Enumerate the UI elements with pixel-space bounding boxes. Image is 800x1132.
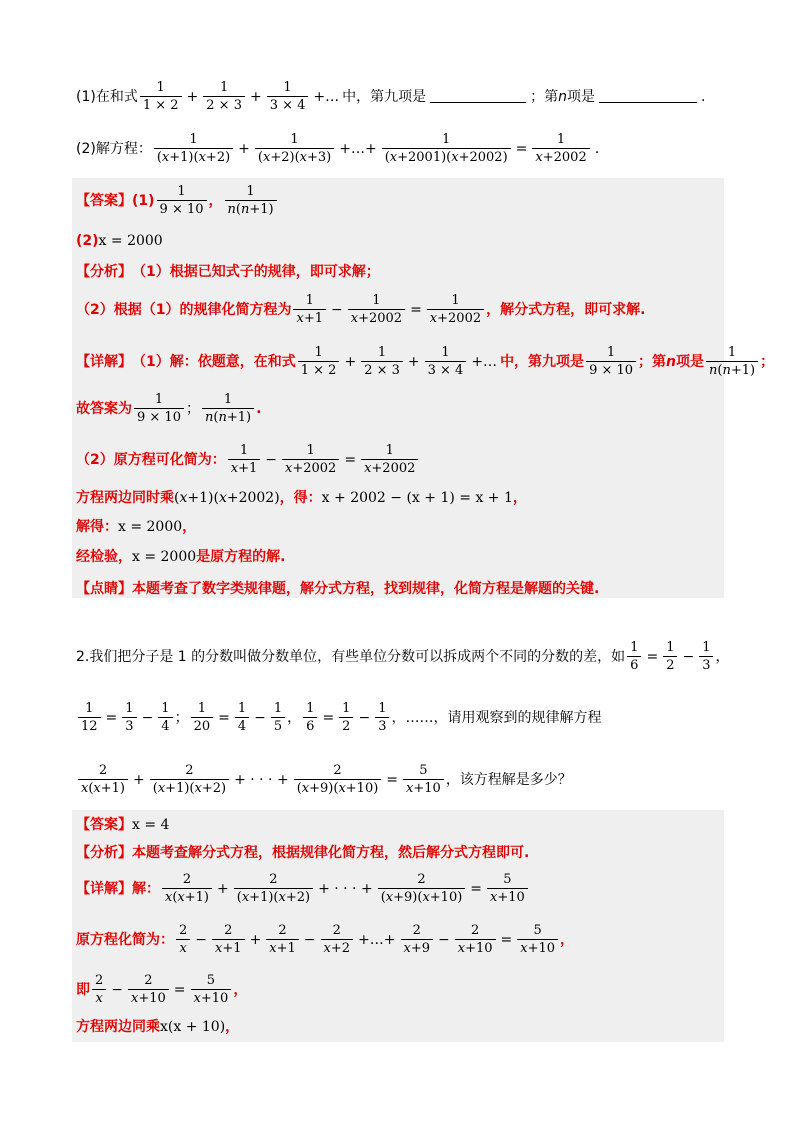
fraction: 1 9 × 10 <box>586 345 636 378</box>
detail-text5-prefix: 经检验， <box>76 549 132 565</box>
detail-text4-end: ， <box>225 1019 240 1035</box>
detail-text3-equation: x + 2002 − (x + 1) = x + 1 <box>321 490 513 506</box>
fraction: $\frac{1}{6}$ <box>303 701 317 734</box>
fraction: 1 9 × 10 <box>157 184 207 217</box>
detail-text2-end: ， <box>560 931 575 948</box>
detail-text1-end: ； <box>760 353 775 370</box>
detail-answer-end: . <box>256 400 262 417</box>
q2-line2-tail: ，……，请用观察到的规律解方程 <box>391 709 602 726</box>
q1-analysis2-line: （2）根据（1）的规律化简方程为 1 x+1 − $\frac{1}{x+2002}$ = $\frac{1}{x+2002}$ ，解分式方程，即可求解. <box>76 293 646 326</box>
detail-text1-tail: 项是 <box>676 353 705 370</box>
fraction: $\frac{2}{(x+9)(x+10)}$ <box>378 872 466 905</box>
q2-equation-line: 2 x(x+1) + $\frac{2}{(x+1)(x+2)}$ + · · · + $\frac{2}{(x+9)(x+10)}$ = $\frac{5}{x+10}$ ，该方程解是多少？ <box>76 763 572 796</box>
fraction: $\frac{1}{(x+2001)(x+2002)}$ <box>382 132 511 165</box>
fraction: $\frac{2}{(x+9)(x+10)}$ <box>294 763 382 796</box>
q1-answer2-line <box>76 234 163 248</box>
detail-text1-prefix: （1）解：依题意，在和式 <box>132 353 296 370</box>
variable-n: n <box>666 353 677 370</box>
fraction: 1 n(n+1) <box>706 345 758 378</box>
detail-text1-sep: ；第 <box>638 353 667 370</box>
analysis-text2-suffix: ，解分式方程，即可求解. <box>486 301 646 318</box>
q1-analysis-line <box>76 265 380 279</box>
q1-detail-answer-line <box>76 392 261 425</box>
fraction: $\frac{5}{x+10}$ <box>403 763 444 796</box>
q1-detail-line: 【详解】 （1）解：依题意，在和式 1 1 × 2 + $\frac{1}{2 \times 3}$ + $\frac{1}{3 \times 4}$ +… 中，第九项是 1 9 × 10 ；第 n 项是 1 n(n+1) ； <box>76 345 775 378</box>
fraction: $\frac{1}{5}$ <box>271 701 285 734</box>
q1-answer-line <box>76 184 279 217</box>
fraction: 2 x <box>92 973 106 1006</box>
fraction: 1 x+1 <box>293 293 326 326</box>
fraction: $\frac{1}{12}$ <box>78 701 101 734</box>
variable-n: n <box>558 88 568 105</box>
analysis-label: 【分析】 <box>76 845 132 861</box>
detail-text1-mid: 中，第九项是 <box>500 353 585 370</box>
detail-text4-end: ， <box>182 519 197 535</box>
comment-text: 本题考查了数字类规律题，解分式方程，找到规律，化简方程是解题的关键. <box>132 581 600 597</box>
analysis-text2-prefix: （2）根据（1）的规律化简方程为 <box>76 301 292 318</box>
fraction: $\frac{2}{x+10}$ <box>128 973 169 1006</box>
fraction: 2 x <box>176 923 190 956</box>
detail-text2-prefix: 原方程化简为： <box>76 931 174 948</box>
q1-solution-box <box>72 178 724 598</box>
answer-part2-label: (2) <box>76 233 99 249</box>
detail-text3-end: ， <box>512 490 527 506</box>
analysis-label: 【分析】 <box>76 264 132 280</box>
fraction: $\frac{1}{x+2002}$ <box>532 132 589 165</box>
q1-detail2-line: （2）原方程可化简为： 1 x+1 − $\frac{1}{x+2002}$ = $\frac{1}{x+2002}$ <box>76 443 420 476</box>
detail-text4-prefix: 解得： <box>76 519 118 535</box>
detail-text4-prefix: 方程两边同乘 <box>76 1019 160 1035</box>
fraction: 1 x+1 <box>228 443 261 476</box>
q2-detail3-line: 即 2 x − $\frac{2}{x+10}$ = $\frac{5}{x+10}$ ， <box>76 973 248 1006</box>
fraction: 2 x(x+1) <box>162 872 212 905</box>
detail-answer-sep: ； <box>185 400 200 417</box>
answer2-equation: x = 2000 <box>98 233 163 249</box>
fraction: $\frac{1}{3}$ <box>699 640 713 673</box>
fraction: $\frac{2}{x+2}$ <box>321 923 354 956</box>
q1-part1-line: (1)在和式 1 1 × 2 + $\frac{1}{2 \times 3}$ + $\frac{1}{3 \times 4}$ +… 中，第九项是 ；第 n 项是 . <box>76 80 706 113</box>
q2-intro-end: ， <box>715 648 730 665</box>
q2-line3-tail: ，该方程解是多少？ <box>445 771 572 788</box>
fraction: $\frac{1}{2}$ <box>339 701 353 734</box>
detail-text1-prefix: 解： <box>132 880 160 897</box>
fraction: 2 x(x+1) <box>78 763 128 796</box>
fraction: $\frac{5}{x+10}$ <box>517 923 558 956</box>
fraction: 1 1 × 2 <box>298 345 340 378</box>
q1-part1-prefix: (1)在和式 <box>76 88 138 105</box>
analysis-text: （1）根据已知式子的规律，即可求解； <box>132 264 380 280</box>
detail-text3-prefix: 即 <box>76 981 90 998</box>
fraction: 1 (x+1)(x+2) <box>154 132 233 165</box>
fraction: $\frac{5}{x+10}$ <box>191 973 232 1006</box>
q2-examples-line: $\frac{1}{12}$ = $\frac{1}{3}$ − $\frac{1}{4}$ ； $\frac{1}{20}$ = $\frac{1}{4}$ − $\frac{1}{5}$ ， $\frac{1}{6}$ = $\frac{1}{2}$ − $\frac{1}{3}$ ，……，请用观察到的规律解方程 <box>76 701 601 734</box>
fraction: $\frac{2}{(x+1)(x+2)}$ <box>234 872 313 905</box>
fraction: 1 n(n+1) <box>225 184 277 217</box>
detail-text3-end: ， <box>233 981 248 998</box>
detail-text3-mid: ，得： <box>279 490 322 506</box>
q2-detail2-line: 原方程化简为： 2 x − $\frac{2}{x+1}$ + $\frac{2}{x+1}$ − $\frac{2}{x+2}$ +…+ $\frac{2}{x+9}$ − $\frac{2}{x+10}$ = $\frac{5}{x+10}$ ， <box>76 923 575 956</box>
q2-detail4-line <box>76 1020 239 1034</box>
answer-blank[interactable] <box>430 90 526 103</box>
q1-part1-mid: 中，第九项是 <box>342 88 427 105</box>
detail-text4-equation: x = 2000 <box>118 519 183 535</box>
q2-intro-line: 2.我们把分子是 1 的分数叫做分数单位，有些单位分数可以拆成两个不同的分数的差，如 $\frac{1}{6}$ = $\frac{1}{2}$ − $\frac{1}{3}$ ， <box>76 640 730 673</box>
fraction: $\frac{1}{3}$ <box>375 701 389 734</box>
fraction: $\frac{1}{3}$ <box>122 701 136 734</box>
fraction: $\frac{1}{6}$ <box>627 640 641 673</box>
q2-answer-equation: x = 4 <box>132 817 170 833</box>
q1-part1-tail: 项是 <box>567 88 596 105</box>
fraction: 1 n(n+1) <box>202 392 254 425</box>
comment-label: 【点睛】 <box>76 581 132 597</box>
answer-label: 【答案】 <box>76 817 132 833</box>
q1-part1-sep: ；第 <box>530 88 559 105</box>
fraction: $\frac{5}{x+10}$ <box>487 872 528 905</box>
q2-answer-line <box>76 818 169 832</box>
answer-sep: ， <box>208 192 223 209</box>
fraction: $\frac{1}{x+2002}$ <box>361 443 418 476</box>
fraction: 1 9 × 10 <box>134 392 184 425</box>
fraction: $\frac{1}{4}$ <box>235 701 249 734</box>
detail-text4-equation: x(x + 10) <box>160 1019 226 1035</box>
fraction: $\frac{1}{3 \times 4}$ <box>267 80 309 113</box>
fraction: $\frac{1}{2}$ <box>663 640 677 673</box>
fraction: $\frac{1}{x+2002}$ <box>427 293 484 326</box>
fraction: $\frac{1}{20}$ <box>191 701 214 734</box>
q2-analysis-line <box>76 846 529 860</box>
q1-part1-end: . <box>701 88 706 105</box>
fraction: $\frac{2}{x+1}$ <box>266 923 299 956</box>
fraction: 1 1 × 2 <box>140 80 182 113</box>
answer-blank[interactable] <box>599 90 697 103</box>
q2-intro: 2.我们把分子是 1 的分数叫做分数单位，有些单位分数可以拆成两个不同的分数的差，如 <box>76 648 626 665</box>
fraction: $\frac{1}{3 \times 4}$ <box>425 345 467 378</box>
answer-label: 【答案】 <box>76 192 132 209</box>
q1-part2-line: (2)解方程： 1 (x+1)(x+2) + $\frac{1}{(x+2)(x+3)}$ +…+ $\frac{1}{(x+2001)(x+2002)}$ = $\frac{1}{x+2002}$ . <box>76 132 600 165</box>
fraction: $\frac{1}{2 \times 3}$ <box>361 345 403 378</box>
fraction: $\frac{1}{4}$ <box>158 701 172 734</box>
detail-label: 【详解】 <box>76 353 132 370</box>
fraction: $\frac{1}{(x+2)(x+3)}$ <box>255 132 334 165</box>
q1-part2-prefix: (2)解方程： <box>76 140 152 157</box>
fraction: $\frac{2}{x+10}$ <box>455 923 496 956</box>
detail-text2-prefix: （2）原方程可化简为： <box>76 451 226 468</box>
q1-detail5-line <box>76 550 285 564</box>
detail-answer-prefix: 故答案为 <box>76 400 132 417</box>
fraction: $\frac{1}{x+2002}$ <box>348 293 405 326</box>
detail-text5-suffix: 是原方程的解. <box>196 549 286 565</box>
fraction: $\frac{2}{x+1}$ <box>212 923 245 956</box>
detail-label: 【详解】 <box>76 880 132 897</box>
fraction: $\frac{1}{x+2002}$ <box>282 443 339 476</box>
fraction: $\frac{2}{x+9}$ <box>401 923 434 956</box>
fraction: $\frac{2}{(x+1)(x+2)}$ <box>150 763 229 796</box>
detail-text3-prefix: 方程两边同时乘 <box>76 490 174 506</box>
q1-detail3-line: 方程两边同时乘 (x+1)(x+2002) ，得： x + 2002 − (x + 1) = x + 1 ， <box>76 490 527 506</box>
detail-text5-equation: x = 2000 <box>132 549 197 565</box>
analysis-text: 本题考查解分式方程，根据规律化简方程，然后解分式方程即可. <box>132 845 530 861</box>
q2-detail1-line: 【详解】 解： 2 x(x+1) + $\frac{2}{(x+1)(x+2)}$ + · · · + $\frac{2}{(x+9)(x+10)}$ = $\frac{5}{x+10}$ <box>76 872 530 905</box>
q1-comment-line <box>76 582 599 596</box>
fraction: $\frac{1}{2 \times 3}$ <box>203 80 245 113</box>
q1-detail4-line <box>76 520 196 534</box>
answer-part1-label: (1) <box>132 192 155 209</box>
